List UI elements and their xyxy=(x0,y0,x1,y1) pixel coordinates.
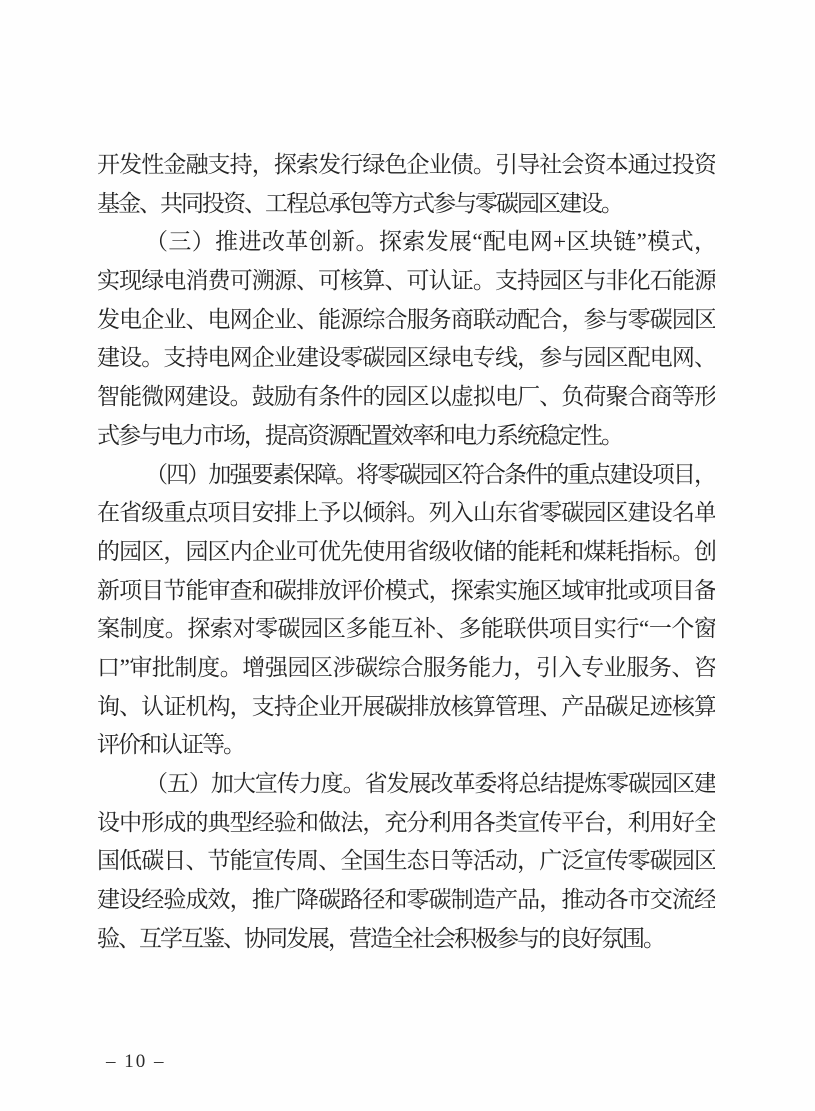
text-line: 实现绿电消费可溯源、可核算、可认证。支持园区与非化石能源 xyxy=(97,268,715,294)
text-line: 在省级重点项目安排上予以倾斜。列入山东省零碳园区建设名单 xyxy=(97,500,715,526)
text-line: 新项目节能审查和碳排放评价模式，探索实施区域审批或项目备 xyxy=(97,577,715,603)
text-line: 基金、共同投资、工程总承包等方式参与零碳园区建设。 xyxy=(97,190,622,216)
text-line: （五）加大宣传力度。省发展改革委将总结提炼零碳园区建 xyxy=(145,771,715,796)
paragraph xyxy=(97,456,715,766)
text-line: （四）加强要素保障。将零碳园区符合条件的重点建设项目， xyxy=(145,461,715,487)
paragraph xyxy=(97,146,715,223)
text-line: （三）推进改革创新。探索发展“配电网+区块链”模式， xyxy=(145,229,715,255)
text-line: 设中形成的典型经验和做法，充分利用各类宣传平台，利用好全 xyxy=(97,809,715,835)
text-line: 评价和认证等。 xyxy=(97,732,244,758)
text-line: 建设。支持电网企业建设零碳园区绿电专线，参与园区配电网、 xyxy=(97,345,715,371)
text-line: 口”审批制度。增强园区涉碳综合服务能力，引入专业服务、咨 xyxy=(97,654,715,680)
text-line: 式参与电力市场，提高资源配置效率和电力系统稳定性。 xyxy=(97,422,622,448)
text-line: 国低碳日、节能宣传周、全国生态日等活动，广泛宣传零碳园区 xyxy=(97,848,715,874)
paragraph xyxy=(97,223,715,455)
text-line: 案制度。探索对零碳园区多能互补、多能联供项目实行“一个窗 xyxy=(97,616,715,642)
document-body xyxy=(97,146,715,958)
text-line: 验、互学互鉴、协同发展，营造全社会积极参与的良好氛围。 xyxy=(97,925,664,951)
text-line: 询、认证机构，支持企业开展碳排放核算管理、产品碳足迹核算 xyxy=(97,693,715,719)
page-number: – 10 – xyxy=(106,1051,166,1072)
text-line: 开发性金融支持，探索发行绿色企业债。引导社会资本通过投资 xyxy=(97,152,715,177)
text-line: 的园区，园区内企业可优先使用省级收储的能耗和煤耗指标。创 xyxy=(97,538,715,564)
text-line: 发电企业、电网企业、能源综合服务商联动配合，参与零碳园区 xyxy=(97,306,715,332)
text-line: 建设经验成效，推广降碳路径和零碳制造产品，推动各市交流经 xyxy=(97,887,715,913)
text-line: 智能微网建设。鼓励有条件的园区以虚拟电厂、负荷聚合商等形 xyxy=(97,384,715,410)
paragraph xyxy=(97,765,715,958)
